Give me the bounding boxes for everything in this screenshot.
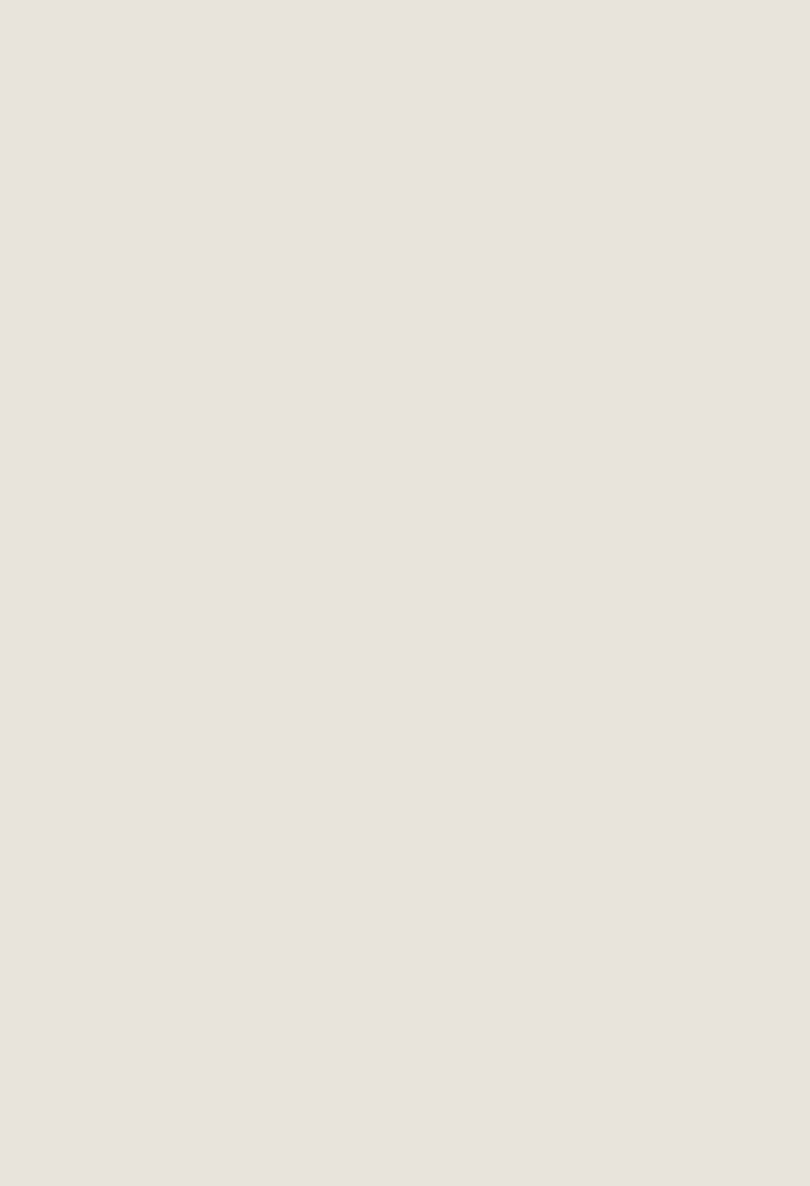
bottom-spread xyxy=(0,593,810,1186)
